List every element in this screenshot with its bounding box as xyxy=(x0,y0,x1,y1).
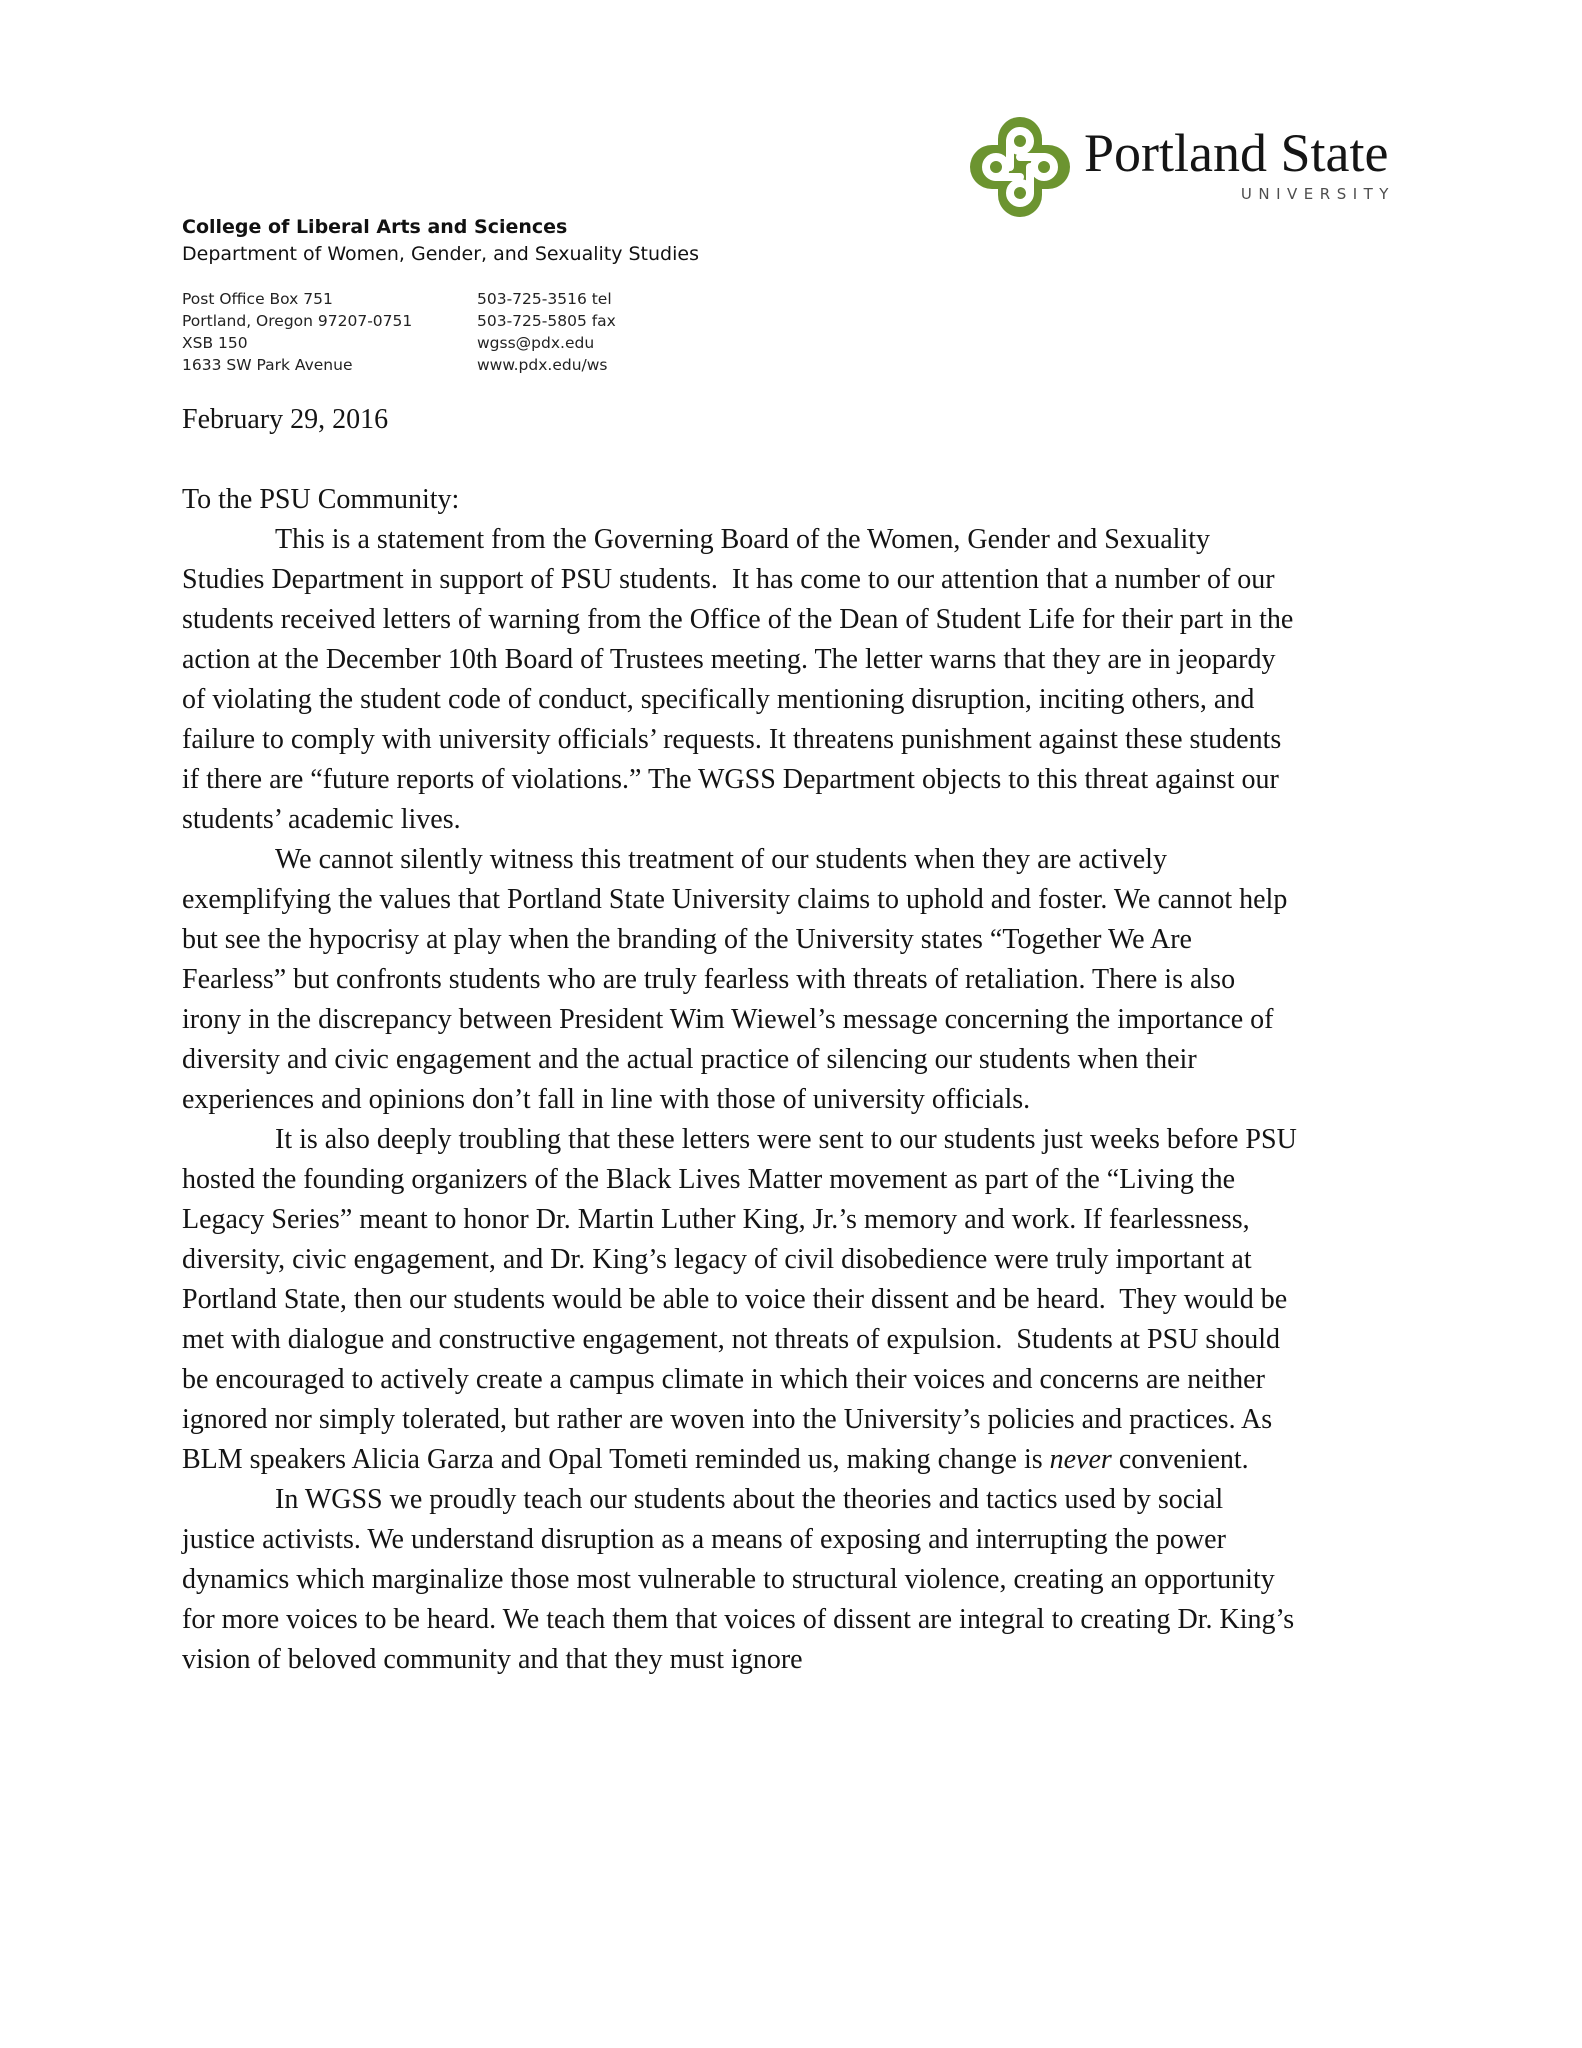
address-line: Post Office Box 751 xyxy=(182,290,333,308)
address-line: XSB 150 xyxy=(182,334,248,352)
body-paragraph: In WGSS we proudly teach our students about the theories and tactics used by social justice activists. We understand disruption as a means of exposing and interrupting the power dynamics which marginalize those most vulnerable to structural violence, creating an opportunity for more voices to be heard. We teach them that voices of dissent are integral to creating Dr. King’s vision of beloved community and that they must ignore xyxy=(182,1484,1302,1675)
letter-body xyxy=(182,520,1304,1680)
contact-line-email: wgss@pdx.edu xyxy=(477,334,595,352)
letterhead-college: College of Liberal Arts and Sciences xyxy=(182,216,568,238)
letterhead-contact xyxy=(477,288,616,376)
letter-date: February 29, 2016 xyxy=(182,404,389,435)
psu-logo xyxy=(970,114,1395,220)
body-paragraph: It is also deeply troubling that these letters were sent to our students just weeks before PSU hosted the founding organizers of the Black Lives Matter movement as part of the “Living the Legacy Series” meant to honor Dr. Martin Luther King, Jr.’s memory and work. If fearlessness, diversity, civic engagement, and Dr. King’s legacy of civil disobedience were truly important at Portland State, then our students would be able to voice their dissent and be heard. They would be met with dialogue and constructive engagement, not threats of expulsion. Students at PSU should be encouraged to actively create a campus climate in which their voices and concerns are neither ignored nor simply tolerated, but rather are woven into the University’s policies and practices. As BLM speakers Alicia Garza and Opal Tometi reminded us, making change is never convenient. xyxy=(182,1124,1304,1475)
psu-wordmark-block xyxy=(1084,123,1395,203)
contact-line-fax: 503-725-5805 fax xyxy=(477,312,616,330)
address-line: Portland, Oregon 97207-0751 xyxy=(182,312,413,330)
letterhead-address xyxy=(182,288,412,376)
body-paragraph: This is a statement from the Governing Board of the Women, Gender and Sexuality Studies Department in support of PSU students. It has come to our attention that a number of our students received letters of warning from the Office of the Dean of Student Life for their part in the action at the December 10th Board of Trustees meeting. The letter warns that they are in jeopardy of violating the student code of conduct, specifically mentioning disruption, inciting others, and failure to comply with university officials’ requests. It threatens punishment against these students if there are “future reports of violations.” The WGSS Department objects to this threat against our students’ academic lives. xyxy=(182,524,1301,835)
contact-line-website: www.pdx.edu/ws xyxy=(477,356,608,374)
body-paragraph: We cannot silently witness this treatment of our students when they are actively exemplifying the values that Portland State University claims to uphold and foster. We cannot help but see the hypocrisy at play when the branding of the University states “Together We Are Fearless” but confronts students who are truly fearless with threats of retaliation. There is also irony in the discrepancy between President Wim Wiewel’s message concerning the importance of diversity and civic engagement and the actual practice of silencing our students when their experiences and opinions don’t fall in line with those of university officials. xyxy=(182,844,1295,1115)
letterhead xyxy=(182,214,699,268)
letter-content xyxy=(182,400,1304,1680)
letterhead-department: Department of Women, Gender, and Sexuality Studies xyxy=(182,243,699,265)
letter-salutation: To the PSU Community: xyxy=(182,484,460,515)
contact-line-tel: 503-725-3516 tel xyxy=(477,290,612,308)
psu-wordmark: Portland State xyxy=(1084,123,1389,183)
address-line: 1633 SW Park Avenue xyxy=(182,356,353,374)
psu-wordmark-university: UNIVERSITY xyxy=(1240,185,1395,203)
psu-knot-icon xyxy=(970,114,1070,220)
